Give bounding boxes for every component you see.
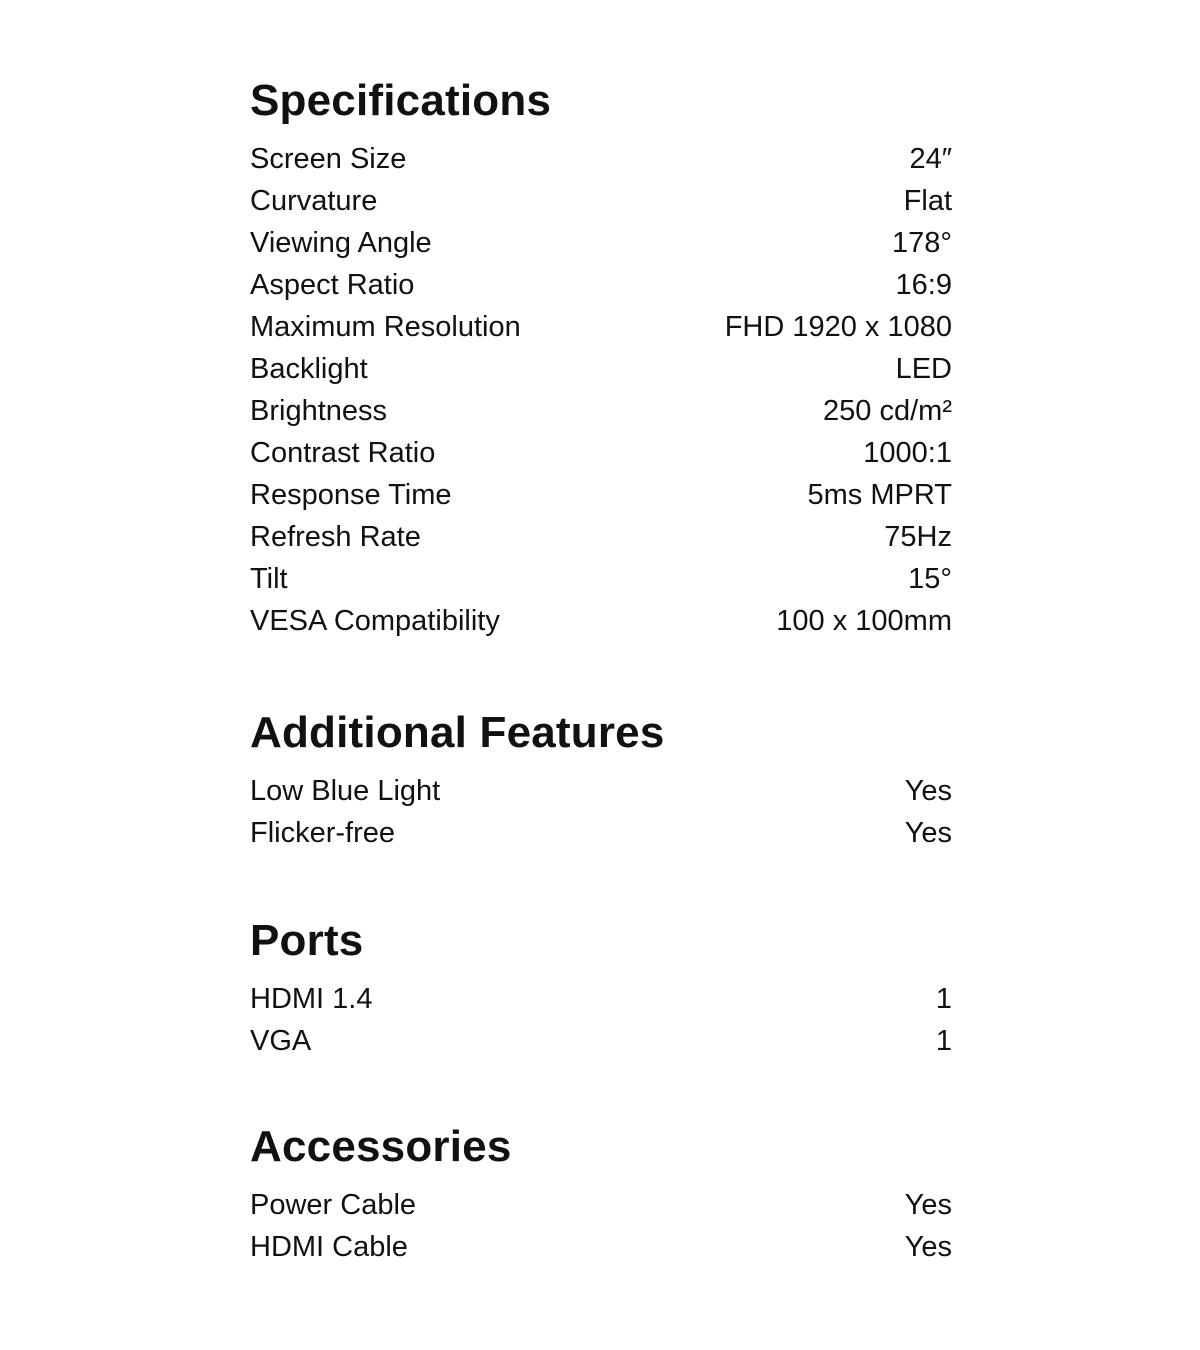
feature-row-flicker-free	[250, 812, 952, 854]
spec-row-brightness	[250, 390, 952, 432]
spec-label: HDMI Cable	[250, 1231, 408, 1263]
ports-section	[250, 914, 952, 1062]
accessories-list	[250, 1184, 952, 1268]
spec-label: Viewing Angle	[250, 227, 432, 259]
accessory-row-power-cable	[250, 1184, 952, 1226]
ports-heading: Ports	[250, 916, 364, 965]
spec-row-maximum-resolution	[250, 306, 952, 348]
spec-label: Screen Size	[250, 143, 407, 175]
additional-features-list	[250, 770, 952, 854]
spec-row-vesa-compatibility	[250, 600, 952, 642]
spec-label: Tilt	[250, 563, 288, 595]
spec-label: Curvature	[250, 185, 378, 217]
spec-row-screen-size	[250, 138, 952, 180]
spec-label: Backlight	[250, 353, 368, 385]
spec-value: LED	[895, 353, 952, 385]
specifications-list	[250, 138, 952, 642]
specifications-heading: Specifications	[250, 76, 552, 125]
spec-value: Yes	[904, 775, 952, 807]
additional-features-section	[250, 706, 952, 854]
spec-value: Yes	[904, 817, 952, 849]
spec-value: 75Hz	[884, 521, 952, 553]
spec-label: HDMI 1.4	[250, 983, 373, 1015]
spec-label: VESA Compatibility	[250, 605, 500, 637]
spec-value: 16:9	[895, 269, 952, 301]
ports-list	[250, 978, 952, 1062]
spec-value: 250 cd/m²	[823, 395, 952, 427]
accessories-heading: Accessories	[250, 1122, 512, 1171]
spec-label: Refresh Rate	[250, 521, 421, 553]
spec-label: Contrast Ratio	[250, 437, 436, 469]
spec-value: 1000:1	[863, 437, 952, 469]
spec-label: Response Time	[250, 479, 452, 511]
port-row-hdmi	[250, 978, 952, 1020]
spec-row-viewing-angle	[250, 222, 952, 264]
accessory-row-hdmi-cable	[250, 1226, 952, 1268]
additional-features-heading: Additional Features	[250, 708, 665, 757]
spec-value: 1	[935, 983, 952, 1015]
spec-value: 24″	[909, 143, 952, 175]
spec-value: Flat	[903, 185, 952, 217]
spec-label: Low Blue Light	[250, 775, 441, 807]
spec-row-contrast-ratio	[250, 432, 952, 474]
spec-label: Maximum Resolution	[250, 311, 521, 343]
spec-label: Flicker-free	[250, 817, 396, 849]
spec-value: 100 x 100mm	[776, 605, 952, 637]
spec-row-response-time	[250, 474, 952, 516]
spec-label: Power Cable	[250, 1189, 417, 1221]
spec-label: Aspect Ratio	[250, 269, 415, 301]
spec-row-curvature	[250, 180, 952, 222]
spec-row-refresh-rate	[250, 516, 952, 558]
spec-value: Yes	[904, 1189, 952, 1221]
spec-value: FHD 1920 x 1080	[724, 311, 952, 343]
feature-row-low-blue-light	[250, 770, 952, 812]
spec-label: VGA	[250, 1025, 312, 1057]
spec-row-aspect-ratio	[250, 264, 952, 306]
spec-value: 5ms MPRT	[807, 479, 952, 511]
spec-label: Brightness	[250, 395, 388, 427]
spec-value: 1	[935, 1025, 952, 1057]
port-row-vga	[250, 1020, 952, 1062]
specifications-section	[250, 74, 952, 642]
spec-value: 178°	[892, 227, 952, 259]
spec-value: 15°	[908, 563, 952, 595]
spec-row-backlight	[250, 348, 952, 390]
spec-value: Yes	[904, 1231, 952, 1263]
accessories-section	[250, 1120, 952, 1268]
spec-row-tilt	[250, 558, 952, 600]
